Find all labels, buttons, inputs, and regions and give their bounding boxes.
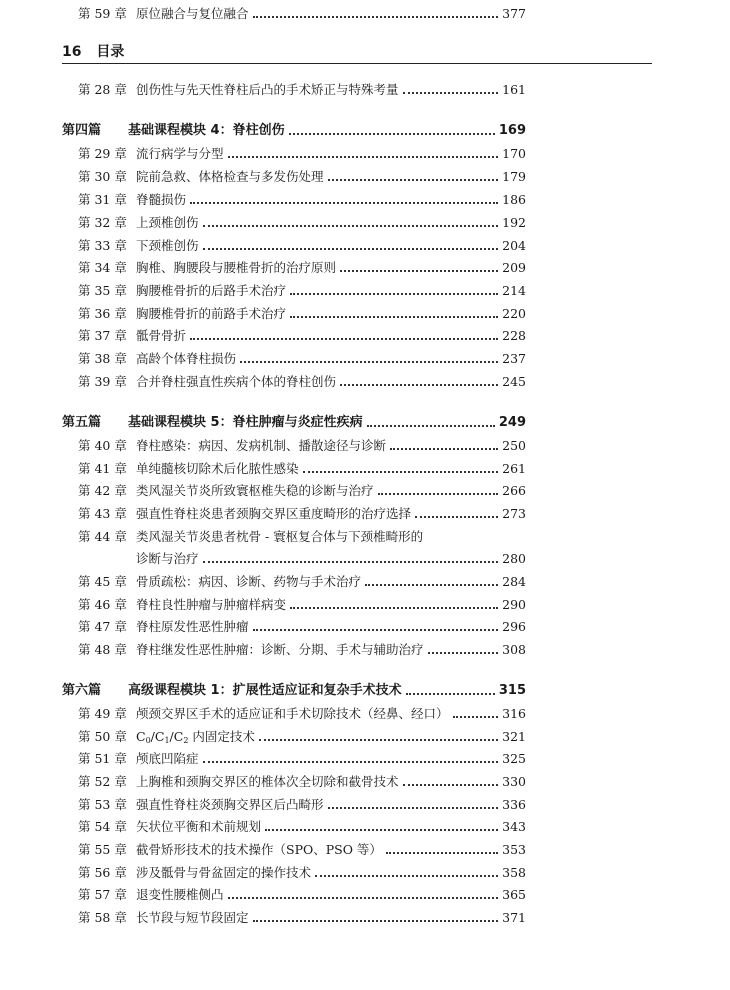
entry-number: 第四篇 [62,123,102,138]
dot-leader [315,875,498,877]
entry-number: 第 48 章 [78,642,127,657]
entry-title: 原位融合与复位融合 [136,6,249,21]
dot-leader [403,784,498,786]
entry-page-number: 161 [502,82,526,97]
dot-leader [406,693,495,695]
dot-leader [203,248,498,250]
entry-page-number: 204 [502,238,526,253]
entry-title: $C_0/C_1/C_2$ 内固定技术 [136,729,255,745]
toc-chapter-entry [62,904,526,926]
toc-chapter-entry [62,768,526,790]
entry-page-number: 228 [502,328,526,343]
entry-title: 强直性脊柱炎患者颈胸交界区重度畸形的治疗选择 [136,506,412,521]
entry-page-number: 170 [502,146,526,161]
entry-title: 流行病学与分型 [136,146,224,161]
entry-title: 高龄个体脊柱损伤 [136,351,237,366]
entry-number: 第 51 章 [78,751,127,766]
header-title: 目录 [96,44,125,60]
entry-page-number: 330 [502,774,526,789]
entry-page-number: 266 [502,483,526,498]
dot-leader [265,829,498,831]
dot-leader [403,92,498,94]
dot-leader [290,293,498,295]
entry-page-number: 343 [502,819,526,834]
entry-page-number: 209 [502,260,526,275]
entry-page-number: 296 [502,619,526,634]
entry-number: 第 50 章 [78,729,127,744]
toc-chapter-entry [62,186,526,208]
toc-chapter-entry [62,568,526,590]
entry-title: 颅颈交界区手术的适应证和手术切除技术（经鼻、经口） [136,706,449,721]
dot-leader [228,156,498,158]
entry-title: 脊髓损伤 [136,192,187,207]
dot-leader [190,338,498,340]
dot-leader [367,425,495,427]
entry-number: 第 46 章 [78,597,127,612]
entry-page-number: 353 [502,842,526,857]
entry-title: 合并脊柱强直性疾病个体的脊柱创伤 [136,374,337,389]
entry-title: 截骨矫形技术的技术操作（SPO、PSO 等） [136,842,382,857]
dot-leader [328,807,498,809]
entry-page-number: 169 [498,123,526,138]
entry-title: 脊柱良性肿瘤与肿瘤样病变 [136,597,287,612]
toc-chapter-entry [62,322,526,344]
entry-number: 第 32 章 [78,215,127,230]
toc-chapter-entry [62,300,526,322]
entry-title: 骨质疏松：病因、诊断、药物与手术治疗 [136,574,362,589]
toc-chapter-entry [62,163,526,185]
entry-number: 第 30 章 [78,169,127,184]
toc-chapter-entry [62,836,526,858]
entry-title: 涉及骶骨与骨盆固定的操作技术 [136,865,312,880]
entry-number: 第 42 章 [78,483,127,498]
entry-page-number: 186 [502,192,526,207]
entry-number: 第 39 章 [78,374,127,389]
entry-title: 基础课程模块 4：脊柱创伤 [128,123,285,138]
entry-page-number: 220 [502,306,526,321]
dot-leader [453,716,498,718]
entry-number: 第 44 章 [78,529,127,544]
entry-title: 创伤性与先天性脊柱后凸的手术矫正与特殊考量 [136,82,399,97]
dot-leader [386,852,498,854]
entry-title: 矢状位平衡和术前规划 [136,819,262,834]
dot-leader [253,920,498,922]
entry-page-number: 192 [502,215,526,230]
dot-leader [190,202,498,204]
entry-number: 第 53 章 [78,797,127,812]
entry-number: 第 33 章 [78,238,127,253]
entry-title: 高级课程模块 1：扩展性适应证和复杂手术技术 [128,683,402,698]
entry-page-number: 325 [502,751,526,766]
entry-number: 第 49 章 [78,706,127,721]
entry-number: 第 47 章 [78,619,127,634]
entry-page-number: 237 [502,351,526,366]
entry-page-number: 365 [502,887,526,902]
toc-chapter-entry [62,455,526,477]
dot-leader [303,471,498,473]
entry-title: 脊柱原发性恶性肿瘤 [136,619,249,634]
entry-title: 类风湿关节炎患者枕骨 - 寰枢复合体与下颈椎畸形的 [136,529,424,544]
dot-leader [259,739,498,741]
dot-leader [328,179,498,181]
entry-number: 第五篇 [62,415,102,430]
toc-part-entry [62,677,526,699]
entry-page-number: 315 [498,683,526,698]
entry-page-number: 336 [502,797,526,812]
toc-chapter-entry [62,591,526,613]
entry-title: 颅底凹陷症 [136,751,199,766]
entry-title: 长节段与短节段固定 [136,910,249,925]
entry-page-number: 308 [502,642,526,657]
dot-leader [428,652,498,654]
toc-chapter-entry [62,0,526,22]
toc-chapter-entry [62,368,526,390]
entry-title: 退变性腰椎侧凸 [136,887,224,902]
entry-number: 第 40 章 [78,438,127,453]
entry-number: 第 55 章 [78,842,127,857]
dot-leader [253,629,498,631]
entry-page-number: 371 [502,910,526,925]
toc-chapter-entry [62,545,526,567]
entry-page-number: 316 [502,706,526,721]
dot-leader [289,133,495,135]
entry-title: 脊柱继发性恶性肿瘤：诊断、分期、手术与辅助治疗 [136,642,424,657]
dot-leader [340,270,498,272]
entry-page-number: 273 [502,506,526,521]
toc-chapter-entry [62,791,526,813]
toc-chapter-entry [62,254,526,276]
dot-leader [203,761,498,763]
toc-chapter-entry [62,700,526,722]
entry-title: 下颈椎创伤 [136,238,199,253]
entry-number: 第 38 章 [78,351,127,366]
entry-page-number: 179 [502,169,526,184]
dot-leader [390,448,498,450]
entry-number: 第 41 章 [78,461,127,476]
entry-number: 第 57 章 [78,887,127,902]
toc-chapter-entry [62,745,526,767]
dot-leader [240,361,498,363]
entry-number: 第六篇 [62,683,102,698]
entry-number: 第 56 章 [78,865,127,880]
dot-leader [228,897,498,899]
entry-title: 强直性脊柱炎颈胸交界区后凸畸形 [136,797,324,812]
entry-page-number: 245 [502,374,526,389]
entry-number: 第 43 章 [78,506,127,521]
toc-chapter-entry [62,613,526,635]
toc-chapter-entry [62,277,526,299]
entry-page-number: 250 [502,438,526,453]
entry-number: 第 29 章 [78,146,127,161]
dot-leader [203,561,498,563]
toc-chapter-entry [62,209,526,231]
dot-leader [290,316,498,318]
entry-page-number: 284 [502,574,526,589]
entry-title: 诊断与治疗 [136,551,199,566]
toc-part-entry [62,117,526,139]
toc-chapter-entry [62,232,526,254]
toc-chapter-entry [62,523,526,545]
entry-page-number: 290 [502,597,526,612]
entry-number: 第 31 章 [78,192,127,207]
entry-page-number: 321 [502,729,526,744]
toc-chapter-entry [62,723,526,745]
entry-title: 单纯髓核切除术后化脓性感染 [136,461,299,476]
entry-number: 第 59 章 [78,6,127,21]
toc-part-entry [62,409,526,431]
entry-page-number: 261 [502,461,526,476]
entry-number: 第 37 章 [78,328,127,343]
entry-page-number: 214 [502,283,526,298]
toc-chapter-entry [62,636,526,658]
dot-leader [290,607,498,609]
entry-number: 第 36 章 [78,306,127,321]
entry-title: 基础课程模块 5：脊柱肿瘤与炎症性疾病 [128,415,363,430]
entry-number: 第 45 章 [78,574,127,589]
entry-title: 胸腰椎骨折的前路手术治疗 [136,306,287,321]
toc-chapter-entry [62,140,526,162]
entry-number: 第 34 章 [78,260,127,275]
toc-chapter-entry [62,859,526,881]
entry-page-number: 377 [502,6,526,21]
toc-chapter-entry [62,881,526,903]
entry-title: 上颈椎创伤 [136,215,199,230]
entry-title: 院前急救、体格检查与多发伤处理 [136,169,324,184]
entry-title: 胸腰椎骨折的后路手术治疗 [136,283,287,298]
toc-chapter-entry [62,76,526,98]
toc-chapter-entry [62,432,526,454]
entry-number: 第 35 章 [78,283,127,298]
entry-number: 第 54 章 [78,819,127,834]
dot-leader [253,16,498,18]
entry-title: 类风湿关节炎所致寰枢椎失稳的诊断与治疗 [136,483,374,498]
dot-leader [378,493,498,495]
dot-leader [415,516,498,518]
entry-title: 脊柱感染：病因、发病机制、播散途径与诊断 [136,438,387,453]
entry-title: 上胸椎和颈胸交界区的椎体次全切除和截骨技术 [136,774,399,789]
page-number: 16 [62,44,82,60]
dot-leader [203,225,498,227]
entry-number: 第 52 章 [78,774,127,789]
toc-chapter-entry [62,813,526,835]
entry-number: 第 58 章 [78,910,127,925]
entry-title: 胸椎、胸腰段与腰椎骨折的治疗原则 [136,260,337,275]
toc-chapter-entry [62,500,526,522]
entry-number: 第 28 章 [78,82,127,97]
entry-page-number: 358 [502,865,526,880]
dot-leader [340,384,498,386]
entry-page-number: 249 [498,415,526,430]
toc-chapter-entry [62,345,526,367]
toc-chapter-entry [62,477,526,499]
entry-page-number: 280 [502,551,526,566]
dot-leader [365,584,498,586]
entry-title: 骶骨骨折 [136,328,187,343]
